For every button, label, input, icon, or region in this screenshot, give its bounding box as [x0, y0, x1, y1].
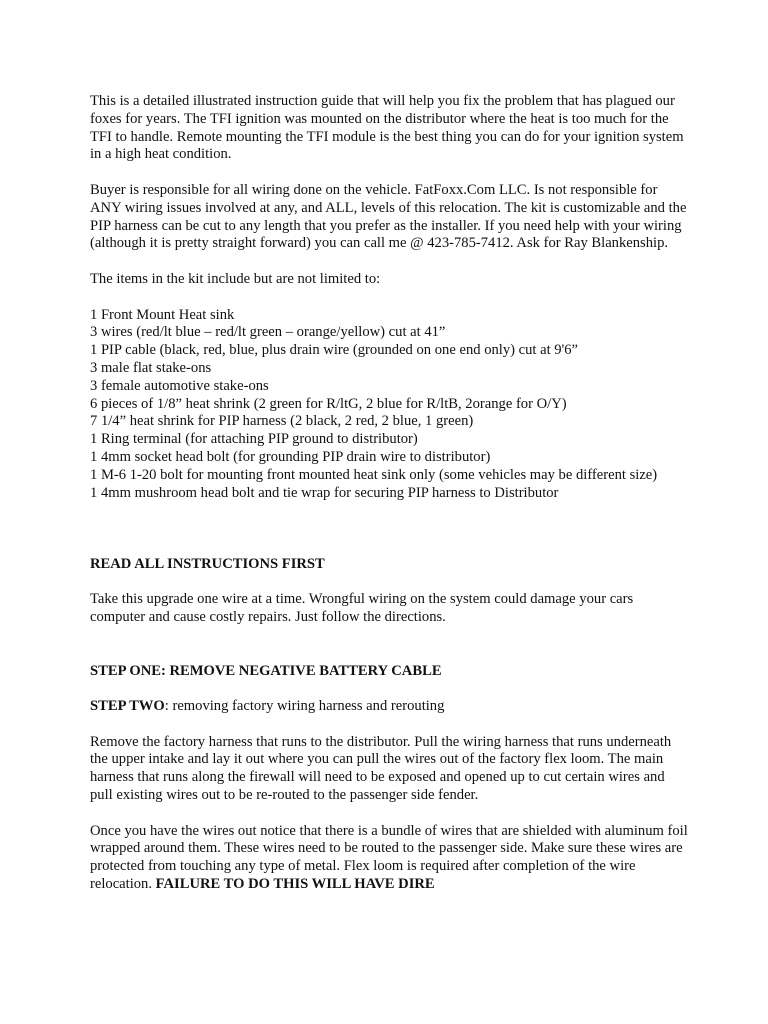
shielded-warning: FAILURE TO DO THIS WILL HAVE DIRE — [155, 876, 435, 893]
read-instructions-paragraph: Take this upgrade one wire at a time. Wrongful wiring on the system could damage your cars computer and cause costly repairs. Just follow the directions. — [90, 591, 634, 626]
kit-intro: The items in the kit include but are not limited to: — [90, 270, 381, 287]
list-item: 1 Ring terminal (for attaching PIP ground to distributor) — [90, 431, 418, 448]
list-item: 1 4mm mushroom head bolt and tie wrap for securing PIP harness to Distributor — [90, 484, 559, 501]
list-item: 3 male flat stake-ons — [90, 359, 212, 376]
list-item: 1 4mm socket head bolt (for grounding PIP drain wire to distributor) — [90, 448, 491, 465]
list-item: 6 pieces of 1/8” heat shrink (2 green for R/ltG, 2 blue for R/ltB, 2orange for O/Y) — [90, 395, 567, 412]
read-instructions-heading: READ ALL INSTRUCTIONS FIRST — [90, 555, 325, 572]
list-item: 3 wires (red/lt blue – red/lt green – orange/yellow) cut at 41” — [90, 324, 446, 341]
shielded-text: Once you have the wires out notice that there is a bundle of wires that are shielded with aluminum foil wrapped around them. These wires need to be routed to the passenger side. Make sure these wires are protected from touching any type of metal. Flex loom is required after completion of the wire relocation. — [90, 822, 688, 893]
intro-paragraph: This is a detailed illustrated instruction guide that will help you fix the problem that has plagued our foxes for years. The TFI ignition was mounted on the distributor where the heat is too much for the TFI to handle. Remote mounting the TFI module is the best thing you can do for your ignition system in a high heat condition. — [90, 93, 684, 163]
kit-items-list — [90, 307, 690, 503]
list-item: 3 female automotive stake-ons — [90, 377, 269, 394]
step-one-heading: STEP ONE: REMOVE NEGATIVE BATTERY CABLE — [90, 662, 442, 679]
list-item: 1 Front Mount Heat sink — [90, 306, 235, 323]
step-two-line — [90, 698, 690, 716]
disclaimer-paragraph: Buyer is responsible for all wiring done on the vehicle. FatFoxx.Com LLC. Is not responsible for ANY wiring issues involved at any, and ALL, levels of this relocation. The kit is customizable and the PIP harness can be cut to any length that you prefer as the installer. If you need help with your wiring (although it is pretty straight forward) you can call me @ 423-785-7412. Ask for Ray Blankenship. — [90, 181, 687, 252]
step-two-label: STEP TWO — [90, 698, 165, 715]
shielded-paragraph — [90, 823, 690, 894]
list-item: 1 M-6 1-20 bolt for mounting front mounted heat sink only (some vehicles may be different size) — [90, 466, 658, 483]
list-item: 7 1/4” heat shrink for PIP harness (2 black, 2 red, 2 blue, 1 green) — [90, 413, 474, 430]
step-two-text: : removing factory wiring harness and rerouting — [164, 698, 445, 715]
spacer — [90, 645, 690, 663]
harness-paragraph: Remove the factory harness that runs to the distributor. Pull the wiring harness that runs underneath the upper intake and lay it out where you can pull the wires out of the factory flex loom. The main harness that runs along the firewall will need to be exposed and opened up to cut certain wires and pull existing wires out to be re-routed to the passenger side fender. — [90, 733, 672, 804]
list-item: 1 PIP cable (black, red, blue, plus drain wire (grounded on one end only) cut at 9'6” — [90, 342, 578, 359]
document-page — [90, 93, 690, 912]
spacer — [90, 520, 690, 556]
